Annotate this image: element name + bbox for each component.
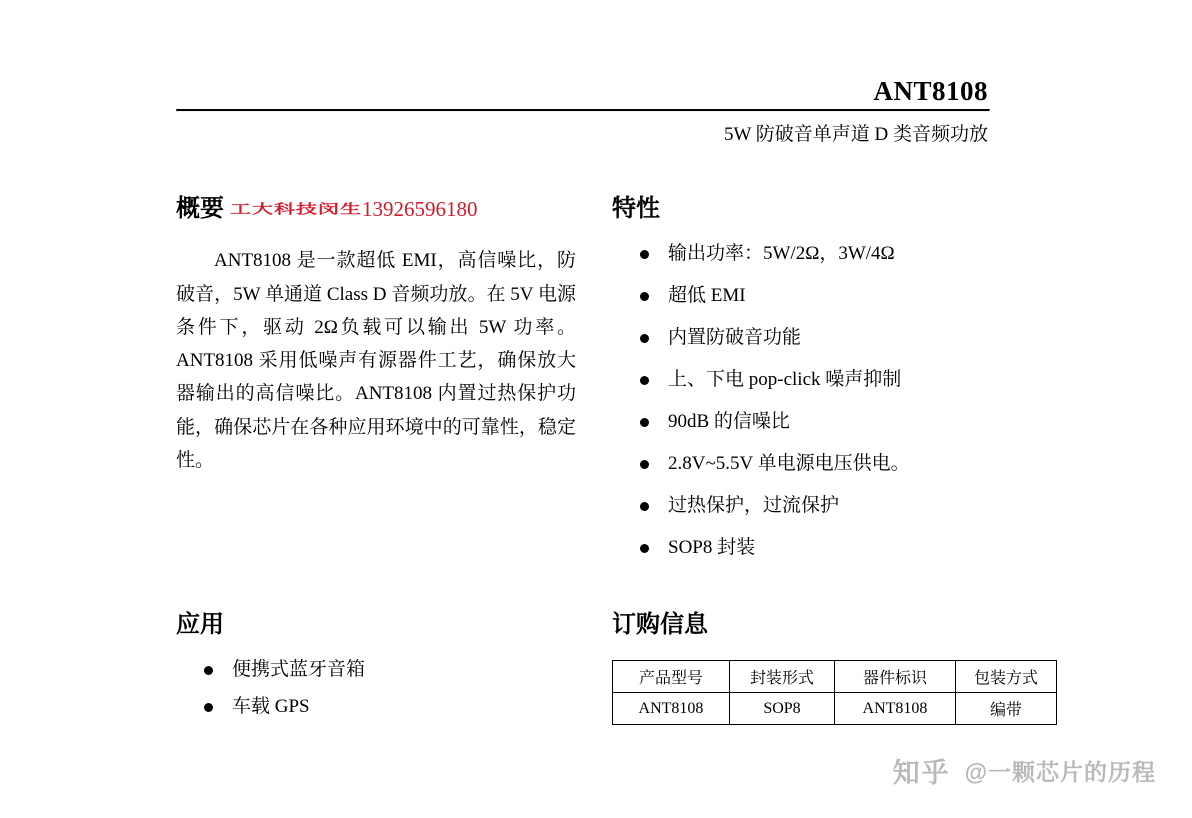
list-item-label: SOP8 封装 [668,537,756,559]
list-item [612,454,1082,473]
table-cell: 编带 [956,693,1057,725]
bullet-icon [640,250,649,259]
list-item [612,244,1082,263]
applications-heading: 应用 [176,612,224,638]
list-item-label: 便携式蓝牙音箱 [232,659,366,681]
bullet-icon [640,292,649,301]
list-item-label: 过热保护，过流保护 [668,495,840,517]
list-item-label: 90dB 的信噪比 [668,411,790,433]
bullet-icon [640,376,649,385]
list-item [176,697,576,716]
list-item [612,328,1082,347]
overview-heading: 概要 [176,196,224,222]
ordering-table [612,660,1057,725]
applications-section [176,612,576,734]
list-item-label: 车载 GPS [232,696,310,718]
bullet-icon [204,703,213,712]
table-cell: ANT8108 [835,693,956,725]
features-list [612,244,1082,557]
bullet-icon [640,334,649,343]
bullet-icon [640,502,649,511]
bullet-icon [204,666,213,675]
table-header-cell: 器件标识 [835,661,956,693]
list-item-label: 输出功率：5W/2Ω，3W/4Ω [668,243,895,265]
page-subtitle: 5W 防破音单声道 D 类音频功放 [723,124,988,145]
footer-watermark [893,751,1156,790]
list-item [612,412,1082,431]
list-item [176,660,576,679]
applications-heading-row [176,612,576,638]
list-item [612,538,1082,557]
footer-account-name: @一颗芯片的历程 [964,759,1156,785]
table-row [613,693,1057,725]
table-header-cell: 封装形式 [730,661,835,693]
table-header-row [613,661,1057,693]
ordering-heading-row [612,612,1082,638]
overview-section [176,196,576,477]
table-cell: SOP8 [730,693,835,725]
watermark-contact [230,198,478,221]
list-item-label: 超低 EMI [668,285,746,307]
table-header-cell: 包装方式 [956,661,1057,693]
bullet-icon [640,460,649,469]
bullet-icon [640,418,649,427]
overview-heading-row [176,196,576,222]
list-item [612,370,1082,389]
list-item-label: 上、下电 pop-click 噪声抑制 [668,369,902,391]
features-section [612,196,1082,580]
overview-paragraph: ANT8108 是一款超低 EMI，高信噪比，防破音，5W 单通道 Class D 音频功放。在 5V 电源条件下，驱动 2Ω负载可以输出 5W 功率。ANT8108 采用低噪声有源器件工艺，确保放大器输出的高信噪比。ANT8108 内置过热保护功能，确保芯片在各种应用环境中的可靠性，稳定性。 [176,250,576,471]
ordering-heading: 订购信息 [612,612,708,638]
table-cell: ANT8108 [613,693,730,725]
bullet-icon [640,544,649,553]
watermark-phone: 13926596180 [362,197,478,221]
list-item [612,496,1082,515]
list-item [612,286,1082,305]
features-heading-row [612,196,1082,222]
list-item-label: 内置防破音功能 [668,327,802,349]
document-header [176,78,988,146]
zhihu-logo: 知乎 [892,758,951,788]
watermark-company: 工大科技闵生 [230,201,362,217]
features-heading: 特性 [612,196,660,222]
page-title: ANT8108 [873,76,988,106]
ordering-section [612,612,1082,725]
table-header-cell: 产品型号 [613,661,730,693]
list-item-label: 2.8V~5.5V 单电源电压供电。 [668,453,910,475]
applications-list [176,660,576,716]
